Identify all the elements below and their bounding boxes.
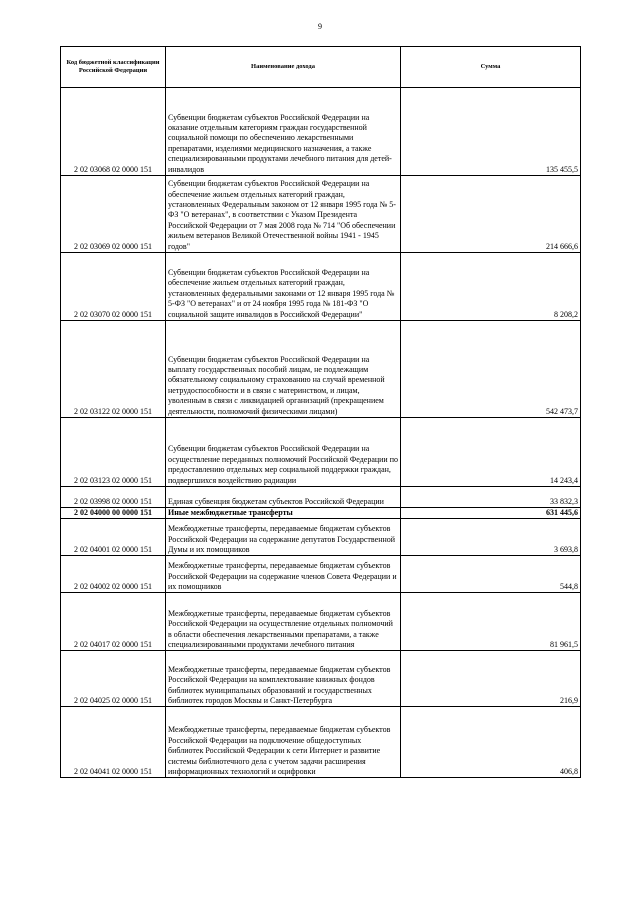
row-code: 2 02 04025 02 0000 151 [61,651,166,707]
row-sum: 544,8 [401,556,581,593]
table-row [61,519,581,556]
table-row [61,651,581,707]
row-name: Межбюджетные трансферты, передаваемые бюджетам субъектов Российской Федерации на комплектование книжных фондов библиотек муниципальных образований и государственных библиотек городов Москвы и Санкт-Петербурга [166,651,401,707]
page-number: 9 [318,22,322,31]
row-sum: 542 473,7 [401,321,581,418]
row-code: 2 02 04002 02 0000 151 [61,556,166,593]
row-code: 2 02 03069 02 0000 151 [61,176,166,253]
table-row [61,88,581,176]
table-row [61,487,581,508]
row-name: Субвенции бюджетам субъектов Российской Федерации на выплату государственных пособий лицам, не подлежащим обязательному социальному страхованию на случай временной нетрудоспособности и в связи с материнством, и лицам, уволенным в связи с ликвидацией организаций (прекращением деятельности, полномочий физическими лицами) [166,321,401,418]
table-row [61,593,581,651]
table-row [61,707,581,778]
header-sum: Сумма [401,47,581,88]
row-sum: 135 455,5 [401,88,581,176]
row-code: 2 02 03068 02 0000 151 [61,88,166,176]
table-body [61,88,581,778]
row-name: Субвенции бюджетам субъектов Российской Федерации на обеспечение жильем отдельных категорий граждан, установленных Федеральным законом от 12 января 1995 года № 5-ФЗ "О ветеранах", в соответствии с Указом Президента Российской Федерации от 7 мая 2008 года № 714 "Об обеспечении жильем ветеранов Великой Отечественной войны 1941 - 1945 годов" [166,176,401,253]
row-code: 2 02 03070 02 0000 151 [61,253,166,321]
row-sum: 631 445,6 [401,508,581,519]
header-code: Код бюджетной классификации Российской Федерации [61,47,166,88]
row-sum: 81 961,5 [401,593,581,651]
table-row [61,508,581,519]
table-row [61,418,581,487]
row-sum: 33 832,3 [401,487,581,508]
row-name: Единая субвенция бюджетам субъектов Российской Федерации [166,487,401,508]
row-code: 2 02 04001 02 0000 151 [61,519,166,556]
table-row [61,321,581,418]
row-code: 2 02 04017 02 0000 151 [61,593,166,651]
row-name: Субвенции бюджетам субъектов Российской Федерации на осуществление переданных полномочий Российской Федерации по предоставлению отдельных мер социальной поддержки граждан, подвергшихся воздействию радиации [166,418,401,487]
row-name: Межбюджетные трансферты, передаваемые бюджетам субъектов Российской Федерации на подключение общедоступных библиотек Российской Федерации к сети Интернет и развитие системы библиотечного дела с учетом задачи расширения информационных технологий и оцифровки [166,707,401,778]
table-row [61,253,581,321]
row-sum: 3 693,8 [401,519,581,556]
row-sum: 214 666,6 [401,176,581,253]
row-name: Межбюджетные трансферты, передаваемые бюджетам субъектов Российской Федерации на содержание членов Совета Федерации и их помощников [166,556,401,593]
row-code: 2 02 04041 02 0000 151 [61,707,166,778]
row-code: 2 02 04000 00 0000 151 [61,508,166,519]
row-code: 2 02 03123 02 0000 151 [61,418,166,487]
row-code: 2 02 03998 02 0000 151 [61,487,166,508]
row-name: Межбюджетные трансферты, передаваемые бюджетам субъектов Российской Федерации на осуществление отдельных полномочий в области обеспечения лекарственными препаратами, а также специализированными продуктами лечебного питания [166,593,401,651]
row-name: Субвенции бюджетам субъектов Российской Федерации на оказание отдельным категориям граждан государственной социальной помощи по обеспечению лекарственными препаратами, изделиями медицинского назначения, а также специализированными продуктами лечебного питания для детей-инвалидов [166,88,401,176]
row-sum: 14 243,4 [401,418,581,487]
budget-revenue-table [60,46,581,778]
table-row [61,176,581,253]
header-name: Наименование дохода [166,47,401,88]
row-code: 2 02 03122 02 0000 151 [61,321,166,418]
row-name: Иные межбюджетные трансферты [166,508,401,519]
row-name: Субвенции бюджетам субъектов Российской Федерации на обеспечение жильем отдельных категорий граждан, установленных федеральными законами от 12 января 1995 года № 5-ФЗ "О ветеранах" и от 24 ноября 1995 года № 181-ФЗ "О социальной защите инвалидов в Российской Федерации" [166,253,401,321]
row-sum: 406,8 [401,707,581,778]
table-header-row [61,47,581,88]
row-sum: 216,9 [401,651,581,707]
row-sum: 8 208,2 [401,253,581,321]
row-name: Межбюджетные трансферты, передаваемые бюджетам субъектов Российской Федерации на содержание депутатов Государственной Думы и их помощников [166,519,401,556]
table-row [61,556,581,593]
